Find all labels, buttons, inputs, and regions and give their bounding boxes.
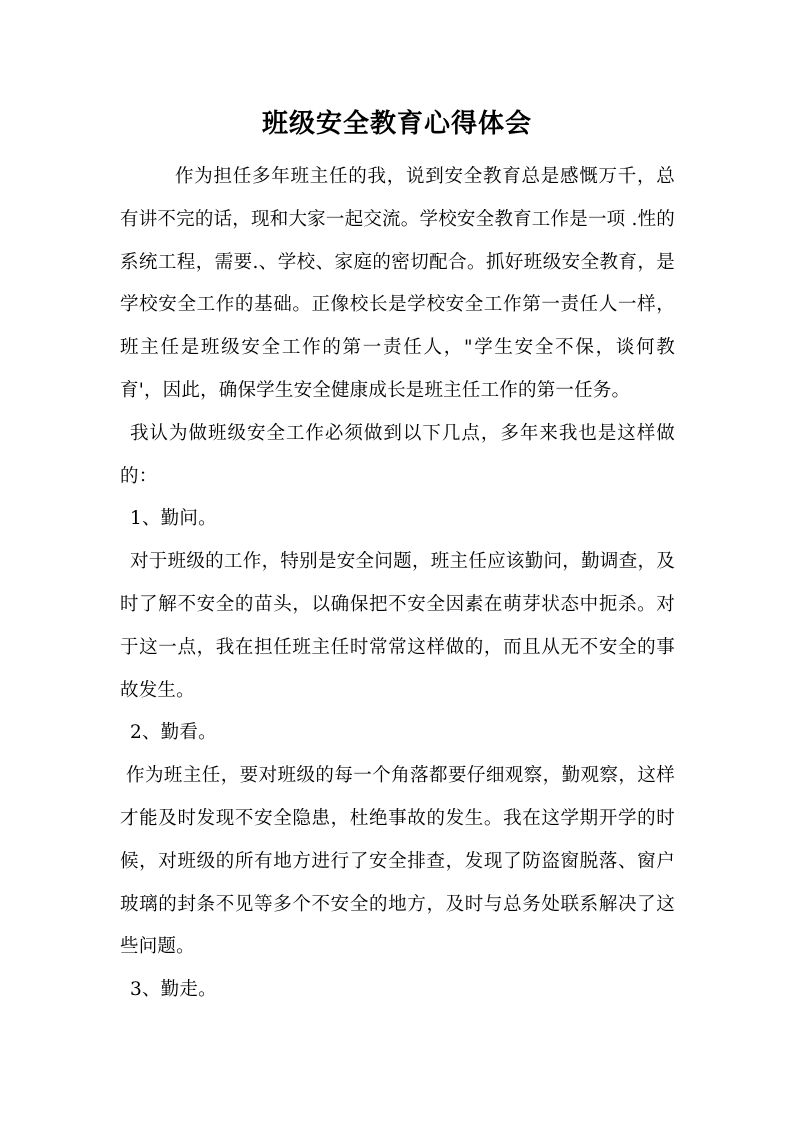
- document-title: 班级安全教育心得体会: [261, 109, 532, 139]
- paragraph-points-intro: 我认为做班级安全工作必须做到以下几点，多年来我也是这样做的：: [120, 422, 675, 487]
- paragraph-look: 作为班主任，要对班级的每一个角落都要仔细观察，勤观察，这样才能及时发现不安全隐患，杜绝事故的发生。我在这学期开学的时候，对班级的所有地方进行了安全排查，发现了防盗窗脱落、窗户玻璃的封条不见等多个不安全的地方，及时与总务处联系解决了这些问题。: [120, 765, 675, 958]
- paragraph-ask: 对于班级的工作，特别是安全问题，班主任应该勤问，勤调查，及时了解不安全的苗头，以确保把不安全因素在萌芽状态中扼杀。对于这一点，我在担任班主任时常常这样做的，而且从无不安全的事故发生。: [120, 551, 675, 701]
- section-heading-look: 2、勤看。: [130, 722, 217, 744]
- document-body: [120, 156, 675, 1012]
- paragraph-intro: 作为担任多年班主任的我，说到安全教育总是感慨万千，总有讲不完的话，现和大家一起交流。学校安全教育工作是一项 .性的系统工程，需要.、学校、家庭的密切配合。抓好班级安全教育，是学校安全工作的基础。正像校长是学校安全工作第一责任人一样，班主任是班级安全工作的第一责任人，"学生安全不保，谈何教育'，因此，确保学生安全健康成长是班主任工作的第一任务。: [120, 166, 675, 401]
- section-heading-ask: 1、勤问。: [130, 508, 217, 530]
- section-heading-walk: 3、勤走。: [130, 979, 217, 1001]
